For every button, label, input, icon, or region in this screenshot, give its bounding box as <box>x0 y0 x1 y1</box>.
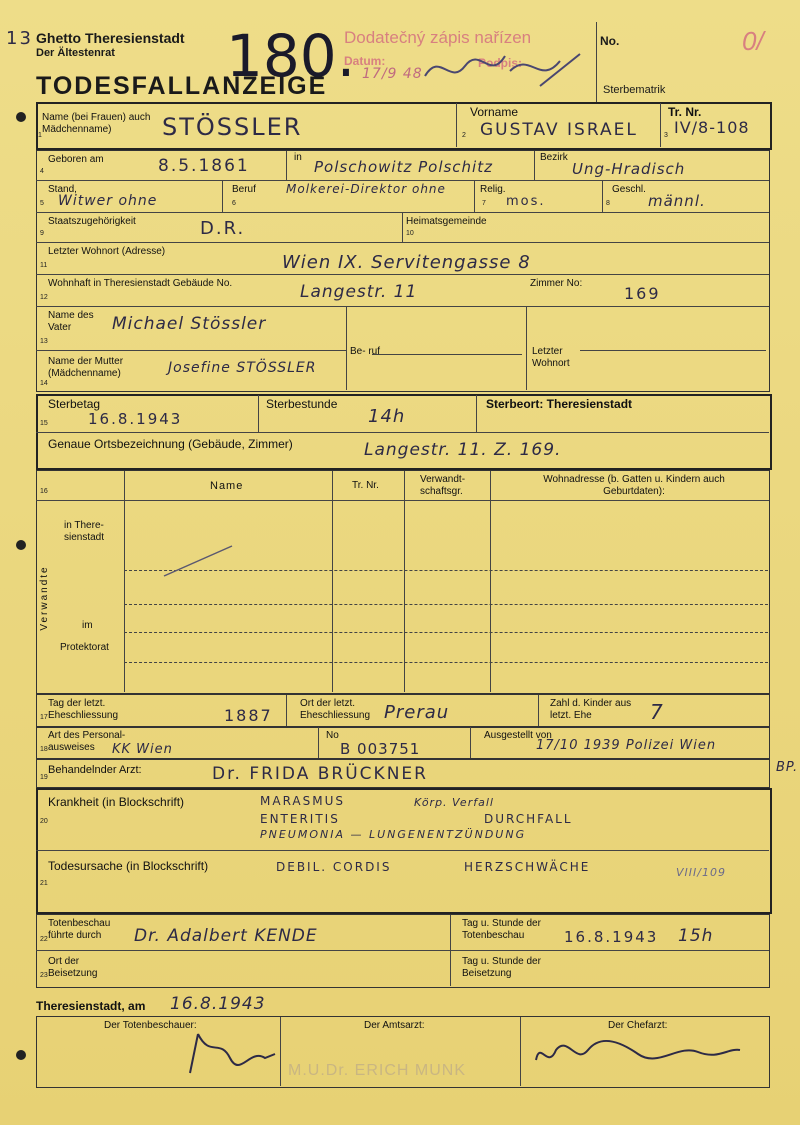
krankheit-line1: MARASMUS <box>260 794 345 808</box>
letzter-wohnort-label: Letzter Wohnort <box>532 346 570 369</box>
krankheit-label: Krankheit (in Blockschrift) <box>48 795 185 809</box>
zimmer-value: 169 <box>624 284 661 303</box>
field-number: 21 <box>40 880 48 887</box>
totenbeschau-tag-label: Tag u. Stunde der Totenbeschau <box>462 918 541 941</box>
mutter-value: Josefine STÖSSLER <box>168 360 317 376</box>
stamp-datum-value: 17/9 48 <box>362 66 423 82</box>
kinder-value: 7 <box>650 700 664 724</box>
row-line <box>124 604 768 605</box>
sterbetag-value: 16.8.1943 <box>88 410 183 428</box>
trnr-header: Tr. Nr. <box>352 480 379 491</box>
field-number: 11 <box>40 262 48 269</box>
ausweis-value: KK Wien <box>112 742 173 757</box>
protektorat-label: Protektorat <box>60 642 109 653</box>
form-title: TODESFALLANZEIGE <box>36 72 328 100</box>
field-number: 6 <box>232 200 236 207</box>
row-line <box>36 350 347 351</box>
zimmer-label: Zimmer No: <box>530 278 583 289</box>
ausweis-no-value: B 003751 <box>340 740 421 758</box>
wohnort-label: Letzter Wohnort (Adresse) <box>48 246 166 257</box>
divider <box>286 151 287 180</box>
row-line <box>36 500 769 501</box>
birthplace-value: Polschowitz Polschitz <box>314 158 493 176</box>
row-line <box>36 274 769 275</box>
heimat-label: Heimatsgemeinde <box>406 216 487 227</box>
divider <box>124 471 125 692</box>
field-number: 17 <box>40 714 48 721</box>
org-subname: Der Ältestenrat <box>36 47 115 59</box>
staat-value: D.R. <box>200 218 246 239</box>
bezirk-label: Bezirk <box>540 152 568 163</box>
divider <box>346 307 347 390</box>
stamp-podpis-label: Podpis: <box>478 56 522 70</box>
divider <box>404 471 405 692</box>
totenbeschauer-label: Der Totenbeschauer: <box>104 1020 197 1031</box>
vater-value: Michael Stössler <box>112 314 267 334</box>
eheschliessung-tag-value: 1887 <box>224 706 273 725</box>
gebaeude-value: Langestr. 11 <box>300 282 418 302</box>
totenbeschau-stunde-value: 15h <box>678 926 714 946</box>
eheschliessung-tag-label: Tag der letzt. Eheschliessung <box>48 698 119 721</box>
row-line <box>36 242 769 243</box>
krankheit-line1b: Körp. Verfall <box>414 796 494 809</box>
org-name: Ghetto Theresienstadt <box>36 30 185 46</box>
row-line <box>36 950 769 951</box>
field-number: 12 <box>40 294 48 301</box>
field-number: 16 <box>40 488 48 495</box>
beruf-value: Molkerei-Direktor ohne <box>286 182 446 196</box>
divider <box>602 181 603 212</box>
in-theresienstadt-label: in There- sienstadt <box>64 520 105 543</box>
relig-value: mos. <box>506 194 546 209</box>
field-number: 14 <box>40 380 48 387</box>
totenbeschau-label: Totenbeschau führte durch <box>48 918 111 941</box>
relatives-table <box>36 470 770 694</box>
wohnadresse-header: Wohnadresse (b. Gatten u. Kindern auch Geburtdaten): <box>543 474 725 497</box>
beisetzung-ort-label: Ort der Beisetzung <box>48 956 98 979</box>
gebaeude-label: Wohnhaft in Theresienstadt Gebäude No. <box>48 278 233 289</box>
geschl-label: Geschl. <box>612 184 646 195</box>
surname-label: Name (bei Frauen) auch Mädchenname) <box>42 112 151 135</box>
surname-value: STÖSSLER <box>162 113 303 141</box>
big-record-number: 180. <box>226 22 356 90</box>
vorname-value: GUSTAV ISRAEL <box>480 120 638 140</box>
divider <box>286 695 287 726</box>
divider <box>456 103 457 147</box>
divider <box>332 471 333 692</box>
divider <box>474 181 475 212</box>
parent-beruf-label: Be- ruf <box>350 346 381 357</box>
divider <box>280 1017 281 1086</box>
sterbeort-label: Sterbeort: Theresienstadt <box>486 397 633 411</box>
place-date-value: 16.8.1943 <box>170 994 266 1014</box>
stamp-datum-label: Datum: <box>344 54 386 68</box>
divider <box>520 1017 521 1086</box>
row-line <box>124 662 768 663</box>
field-number: 20 <box>40 818 48 825</box>
divider <box>534 151 535 180</box>
ursache-label: Todesursache (in Blockschrift) <box>48 859 209 873</box>
sterbetag-label: Sterbetag <box>48 397 101 411</box>
divider <box>402 213 403 242</box>
field-number: 23 <box>40 972 48 979</box>
row-line <box>36 180 769 181</box>
divider <box>222 181 223 212</box>
chefarzt-label: Der Chefarzt: <box>608 1020 668 1031</box>
header-divider <box>596 22 597 102</box>
divider <box>476 395 477 432</box>
field-number: 8 <box>606 200 610 207</box>
field-number: 9 <box>40 230 44 237</box>
row-line <box>36 432 769 433</box>
row-line <box>124 632 768 633</box>
row-line <box>580 350 766 351</box>
krankheit-line2b: DURCHFALL <box>484 812 573 826</box>
ausgestellt-value: 17/10 1939 Polizei Wien <box>536 738 717 753</box>
totenbeschau-value: Dr. Adalbert KENDE <box>134 926 318 946</box>
genau-value: Langestr. 11. Z. 169. <box>364 440 562 460</box>
amtsarzt-label: Der Amtsarzt: <box>364 1020 425 1031</box>
trnr-label: Tr. Nr. <box>668 105 702 119</box>
divider <box>450 915 451 986</box>
arzt-value: Dr. FRIDA BRÜCKNER <box>212 764 428 784</box>
wohnort-value: Wien IX. Servitengasse 8 <box>282 252 531 273</box>
ursache-value: DEBIL. CORDIS <box>276 860 392 874</box>
corner-mark: 0/ <box>742 26 764 56</box>
krankheit-line2: ENTERITIS <box>260 812 340 826</box>
signature-chefarzt <box>528 1030 748 1074</box>
signature-header <box>420 46 590 90</box>
divider <box>660 103 661 147</box>
field-number: 5 <box>40 200 44 207</box>
margin-number: 13 <box>6 28 33 49</box>
row-line <box>372 354 522 355</box>
beisetzung-tag-label: Tag u. Stunde der Beisetzung <box>462 956 541 979</box>
field-number: 3 <box>664 132 668 139</box>
mutter-label: Name der Mutter (Mädchenname) <box>48 356 124 379</box>
in-label: in <box>294 152 302 163</box>
ausweis-label: Art des Personal- ausweises <box>48 730 126 753</box>
punch-hole-top <box>16 112 26 122</box>
eheschliessung-ort-value: Prerau <box>384 702 450 723</box>
stamp-addendum: Dodatečný zápis nařízen <box>344 28 532 47</box>
illness-ref: VIII/109 <box>676 866 726 879</box>
verwandte-label: Verwandte <box>39 565 50 631</box>
geboren-label: Geboren am <box>48 154 104 165</box>
bp-mark: BP. <box>776 760 799 775</box>
field-number: 1 <box>38 132 42 139</box>
field-number: 18 <box>40 746 48 753</box>
divider <box>470 727 471 758</box>
strike-line <box>160 540 240 580</box>
stand-value: Witwer ohne <box>58 193 158 209</box>
staat-label: Staatszugehörigkeit <box>48 216 136 227</box>
vater-label: Name des Vater <box>48 310 94 333</box>
ursache-value-b: HERZSCHWÄCHE <box>464 860 591 874</box>
divider <box>490 471 491 692</box>
divider <box>318 727 319 758</box>
field-number: 4 <box>40 168 44 175</box>
trnr-value: IV/8-108 <box>674 118 750 137</box>
eheschliessung-ort-label: Ort der letzt. Eheschliessung <box>300 698 371 721</box>
no-label: No. <box>600 34 620 48</box>
row-line <box>36 850 769 851</box>
sterbematrik-label: Sterbematrik <box>603 84 666 96</box>
sterbestunde-label: Sterbestunde <box>266 397 338 411</box>
kinder-label: Zahl d. Kinder aus letzt. Ehe <box>550 698 632 721</box>
field-number: 10 <box>406 230 414 237</box>
place-label: Theresienstadt, am <box>36 999 146 1013</box>
field-number: 19 <box>40 774 48 781</box>
vorname-label: Vorname <box>470 105 519 119</box>
krankheit-line3: PNEUMONIA — LUNGENENTZÜNDUNG <box>260 828 527 841</box>
sterbestunde-value: 14h <box>368 406 406 427</box>
field-number: 22 <box>40 936 48 943</box>
genau-label: Genaue Ortsbezeichnung (Gebäude, Zimmer) <box>48 437 293 451</box>
divider <box>258 395 259 432</box>
munk-stamp: M.U.Dr. ERICH MUNK <box>288 1062 466 1079</box>
geschl-value: männl. <box>648 192 706 210</box>
signature-totenbeschauer <box>180 1028 280 1078</box>
arzt-label: Behandelnder Arzt: <box>48 764 142 776</box>
field-number: 7 <box>482 200 486 207</box>
verwandt-header: Verwandt- schaftsgr. <box>420 474 466 497</box>
im-label: im <box>82 620 93 631</box>
relig-label: Relig. <box>480 184 506 195</box>
punch-hole-mid <box>16 540 26 550</box>
ausweis-no-label: No <box>326 730 339 741</box>
row-line <box>36 306 769 307</box>
divider <box>526 307 527 390</box>
field-number: 15 <box>40 420 48 427</box>
totenbeschau-tag-value: 16.8.1943 <box>564 928 659 946</box>
stand-label: Stand, <box>48 184 77 195</box>
punch-hole-bottom <box>16 1050 26 1060</box>
field-number: 13 <box>40 338 48 345</box>
beruf-label: Beruf <box>232 184 256 195</box>
divider <box>538 695 539 726</box>
bezirk-value: Ung-Hradisch <box>572 160 686 178</box>
geboren-value: 8.5.1861 <box>158 156 250 176</box>
ausgestellt-label: Ausgestellt von <box>484 730 552 741</box>
field-number: 2 <box>462 132 466 139</box>
name-header: Name <box>210 480 244 492</box>
